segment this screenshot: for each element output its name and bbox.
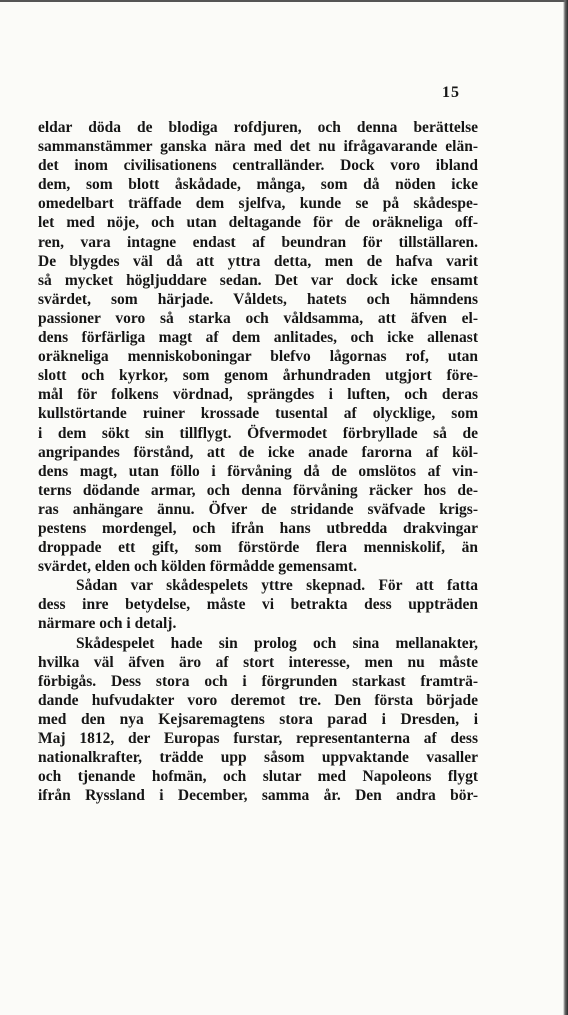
text-line: hvilka väl äfven äro af stort interesse, men nu måste [38,653,478,671]
text-line: i dem sökt sin tillflygt. Öfvermodet förbryllade så de [38,424,478,442]
text-line: närmare och i detalj. [38,615,177,633]
text-line: med den nya Kejsaremagtens stora parad i Dresden, i [38,710,478,728]
text-line: och tjenande hofmän, och slutar med Napoleons flygt [38,768,478,786]
page-number: 15 [442,84,460,101]
text-line: oräkneliga menniskoboningar blefvo lågornas rof, utan [38,348,478,366]
text-line: dess inre betydelse, måste vi betrakta dess uppträden [38,596,478,614]
text-line: ras anhängare ännu. Öfver de stridande sväfvade krigs- [38,500,478,518]
page-top-edge [0,0,568,2]
text-line: Maj 1812, der Europas furstar, representanterna af dess [38,730,478,747]
text-line: pestens mordengel, och ifrån hans utbredda drakvingar [38,519,478,537]
text-line: kullstörtande ruiner krossade tusental af olycklige, som [38,405,478,423]
text-line: terns dödande armar, och denna förvåning räcker hos de- [38,481,478,499]
text-line: let med nöje, och utan deltagande för de oräkneliga off‑ [38,214,478,232]
text-line: angripandes förstånd, att de icke anade farorna af köl- [38,443,478,461]
text-line: dem, som blott åskådade, många, som då nöden icke [38,176,478,194]
text-line: omedelbart träffade dem sjelfva, kunde se på skådespe- [38,195,478,213]
text-line: så mycket högljuddare sedan. Det var dock icke ensamt [38,271,478,289]
text-line: passioner voro så starka och våldsamma, att äfven el- [38,309,478,327]
text-line: ren, vara intagne endast af beundran för tillställaren. [38,233,478,251]
page-right-edge [563,0,568,1015]
text-line: mål för folkens vördnad, sprängdes i luften, och deras [38,386,478,404]
text-line: dens förfärliga magt af dem anlitades, och icke allenast [38,329,478,347]
text-line: det inom civilisationens centralländer. Dock voro ibland [38,157,478,175]
text-line: svärdet, elden och kölden förmådde gemensamt. [38,558,358,576]
text-line: nationalkrafter, trädde upp såsom uppvaktande vasaller [38,749,478,767]
text-line: droppade ett gift, som förstörde flera menniskolif, än [38,539,478,557]
text-line: slott och kyrkor, som genom århundraden utgjort före- [38,367,478,385]
text-line: Skådespelet hade sin prolog och sina mellanakter, [76,634,478,652]
text-line: dens magt, utan föllo i förvåning då de omslötos af vin- [38,462,478,480]
text-line: eldar döda de blodiga rofdjuren, och denna berättelse [38,119,478,136]
text-line: sammanstämmer ganska nära med det nu ifrågavarande elän- [38,138,478,156]
text-line: Sådan var skådespelets yttre skepnad. För att fatta [76,577,478,595]
text-line: dande hufvudakter voro deremot tre. Den första började [38,691,478,709]
text-line: De blygdes väl då att yttra detta, men de hafva varit [38,252,478,270]
body-text [38,118,478,805]
text-line: ifrån Ryssland i December, samma år. Den andra bör- [38,787,478,805]
text-line: förbigås. Dess stora och i förgrunden starkast framträ- [38,672,478,690]
text-line: svärdet, som härjade. Våldets, hatets och hämndens [38,290,478,308]
